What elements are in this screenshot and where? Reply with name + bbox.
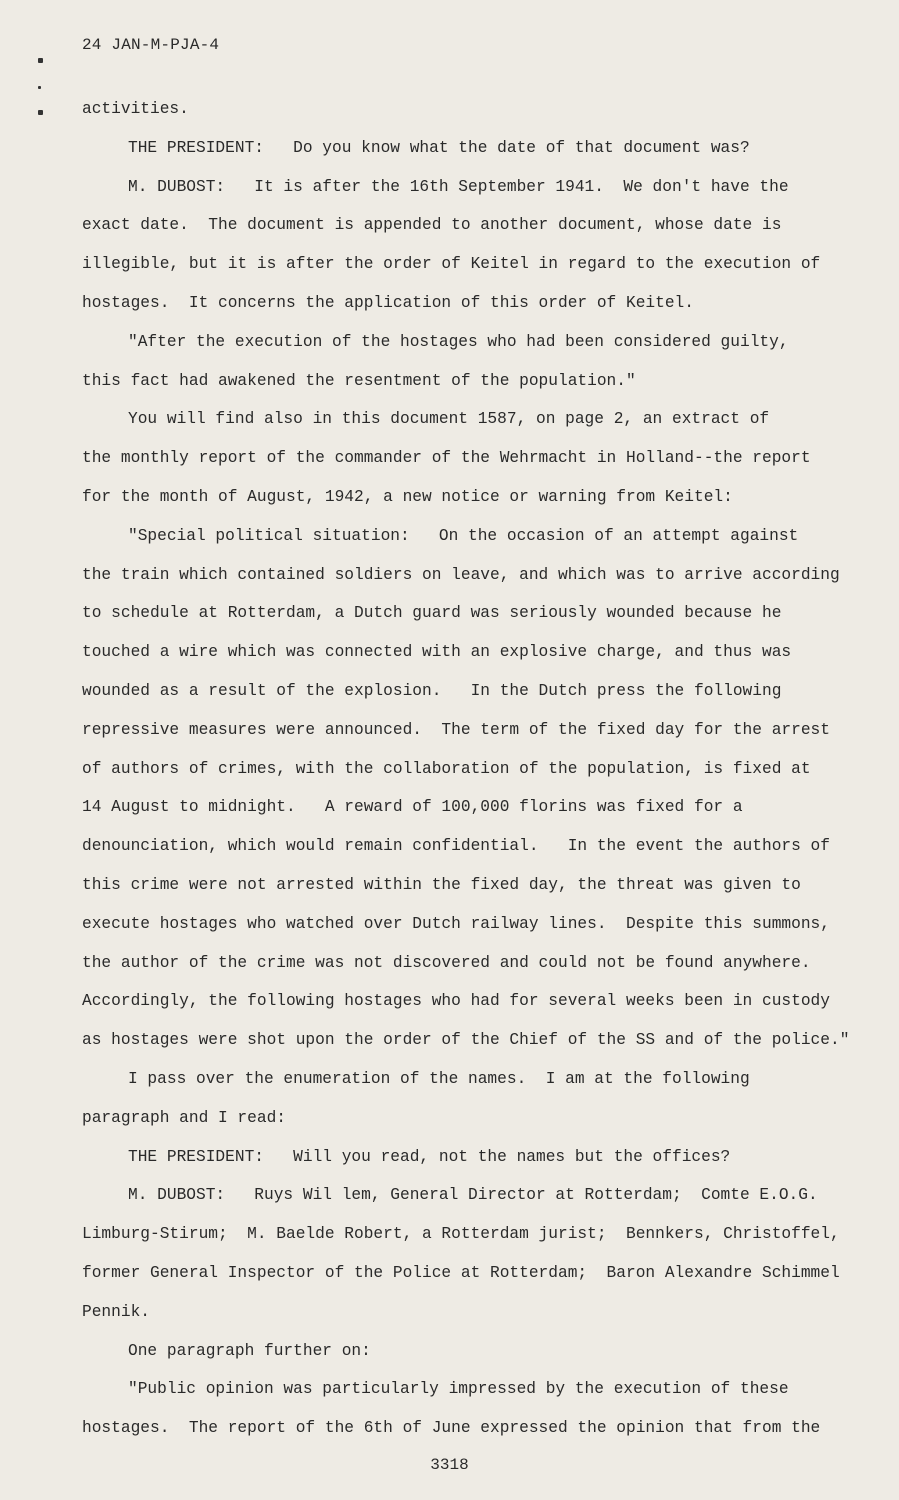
text-line: paragraph and I read:	[82, 1108, 286, 1127]
margin-mark	[38, 58, 43, 63]
text-line: to schedule at Rotterdam, a Dutch guard was seriously wounded because he	[82, 604, 782, 623]
text-line: wounded as a result of the explosion. In the Dutch press the following	[82, 681, 782, 700]
text-line: Pennik.	[82, 1302, 150, 1321]
text-line: THE PRESIDENT: Do you know what the date of that document was?	[128, 138, 750, 157]
document-reference: 24 JAN-M-PJA-4	[82, 36, 220, 54]
text-line: the monthly report of the commander of the Wehrmacht in Holland--the report	[82, 449, 811, 468]
text-line: of authors of crimes, with the collaboration of the population, is fixed at	[82, 759, 811, 778]
text-line: 14 August to midnight. A reward of 100,000 florins was fixed for a	[82, 798, 743, 817]
text-line: this crime were not arrested within the fixed day, the threat was given to	[82, 875, 801, 894]
text-line: M. DUBOST: Ruys Wil lem, General Director at Rotterdam; Comte E.O.G.	[128, 1186, 818, 1205]
text-line: execute hostages who watched over Dutch railway lines. Despite this summons,	[82, 914, 830, 933]
margin-mark	[38, 110, 43, 115]
text-line: M. DUBOST: It is after the 16th September 1941. We don't have the	[128, 177, 789, 196]
text-line: the author of the crime was not discovered and could not be found anywhere.	[82, 953, 811, 972]
text-line: "Special political situation: On the occasion of an attempt against	[128, 526, 799, 545]
text-line: hostages. It concerns the application of this order of Keitel.	[82, 293, 694, 312]
text-line: former General Inspector of the Police at Rotterdam; Baron Alexandre Schimmel	[82, 1263, 840, 1282]
text-line: exact date. The document is appended to another document, whose date is	[82, 216, 782, 235]
text-line: "Public opinion was particularly impressed by the execution of these	[128, 1380, 789, 1399]
page-number: 3318	[430, 1456, 469, 1474]
text-line: "After the execution of the hostages who had been considered guilty,	[128, 332, 789, 351]
text-line: for the month of August, 1942, a new notice or warning from Keitel:	[82, 487, 733, 506]
text-line: activities.	[82, 100, 189, 118]
text-line: touched a wire which was connected with an explosive charge, and thus was	[82, 643, 792, 662]
text-line: illegible, but it is after the order of Keitel in regard to the execution of	[82, 255, 821, 274]
text-line: hostages. The report of the 6th of June expressed the opinion that from the	[82, 1419, 821, 1438]
text-line: repressive measures were announced. The term of the fixed day for the arrest	[82, 720, 830, 739]
text-line: I pass over the enumeration of the names. I am at the following	[128, 1069, 750, 1088]
transcript-body	[82, 90, 852, 1448]
text-line: Accordingly, the following hostages who had for several weeks been in custody	[82, 992, 830, 1011]
margin-mark	[38, 86, 41, 89]
text-line: denounciation, which would remain confidential. In the event the authors of	[82, 837, 830, 856]
text-line: this fact had awakened the resentment of the population."	[82, 371, 636, 390]
text-line: You will find also in this document 1587, on page 2, an extract of	[128, 410, 770, 429]
text-line: Limburg-Stirum; M. Baelde Robert, a Rotterdam jurist; Bennkers, Christoffel,	[82, 1225, 840, 1244]
text-line: as hostages were shot upon the order of the Chief of the SS and of the police."	[82, 1031, 850, 1050]
text-line: One paragraph further on:	[128, 1341, 371, 1360]
text-line: THE PRESIDENT: Will you read, not the names but the offices?	[128, 1147, 731, 1166]
text-line: the train which contained soldiers on leave, and which was to arrive according	[82, 565, 840, 584]
